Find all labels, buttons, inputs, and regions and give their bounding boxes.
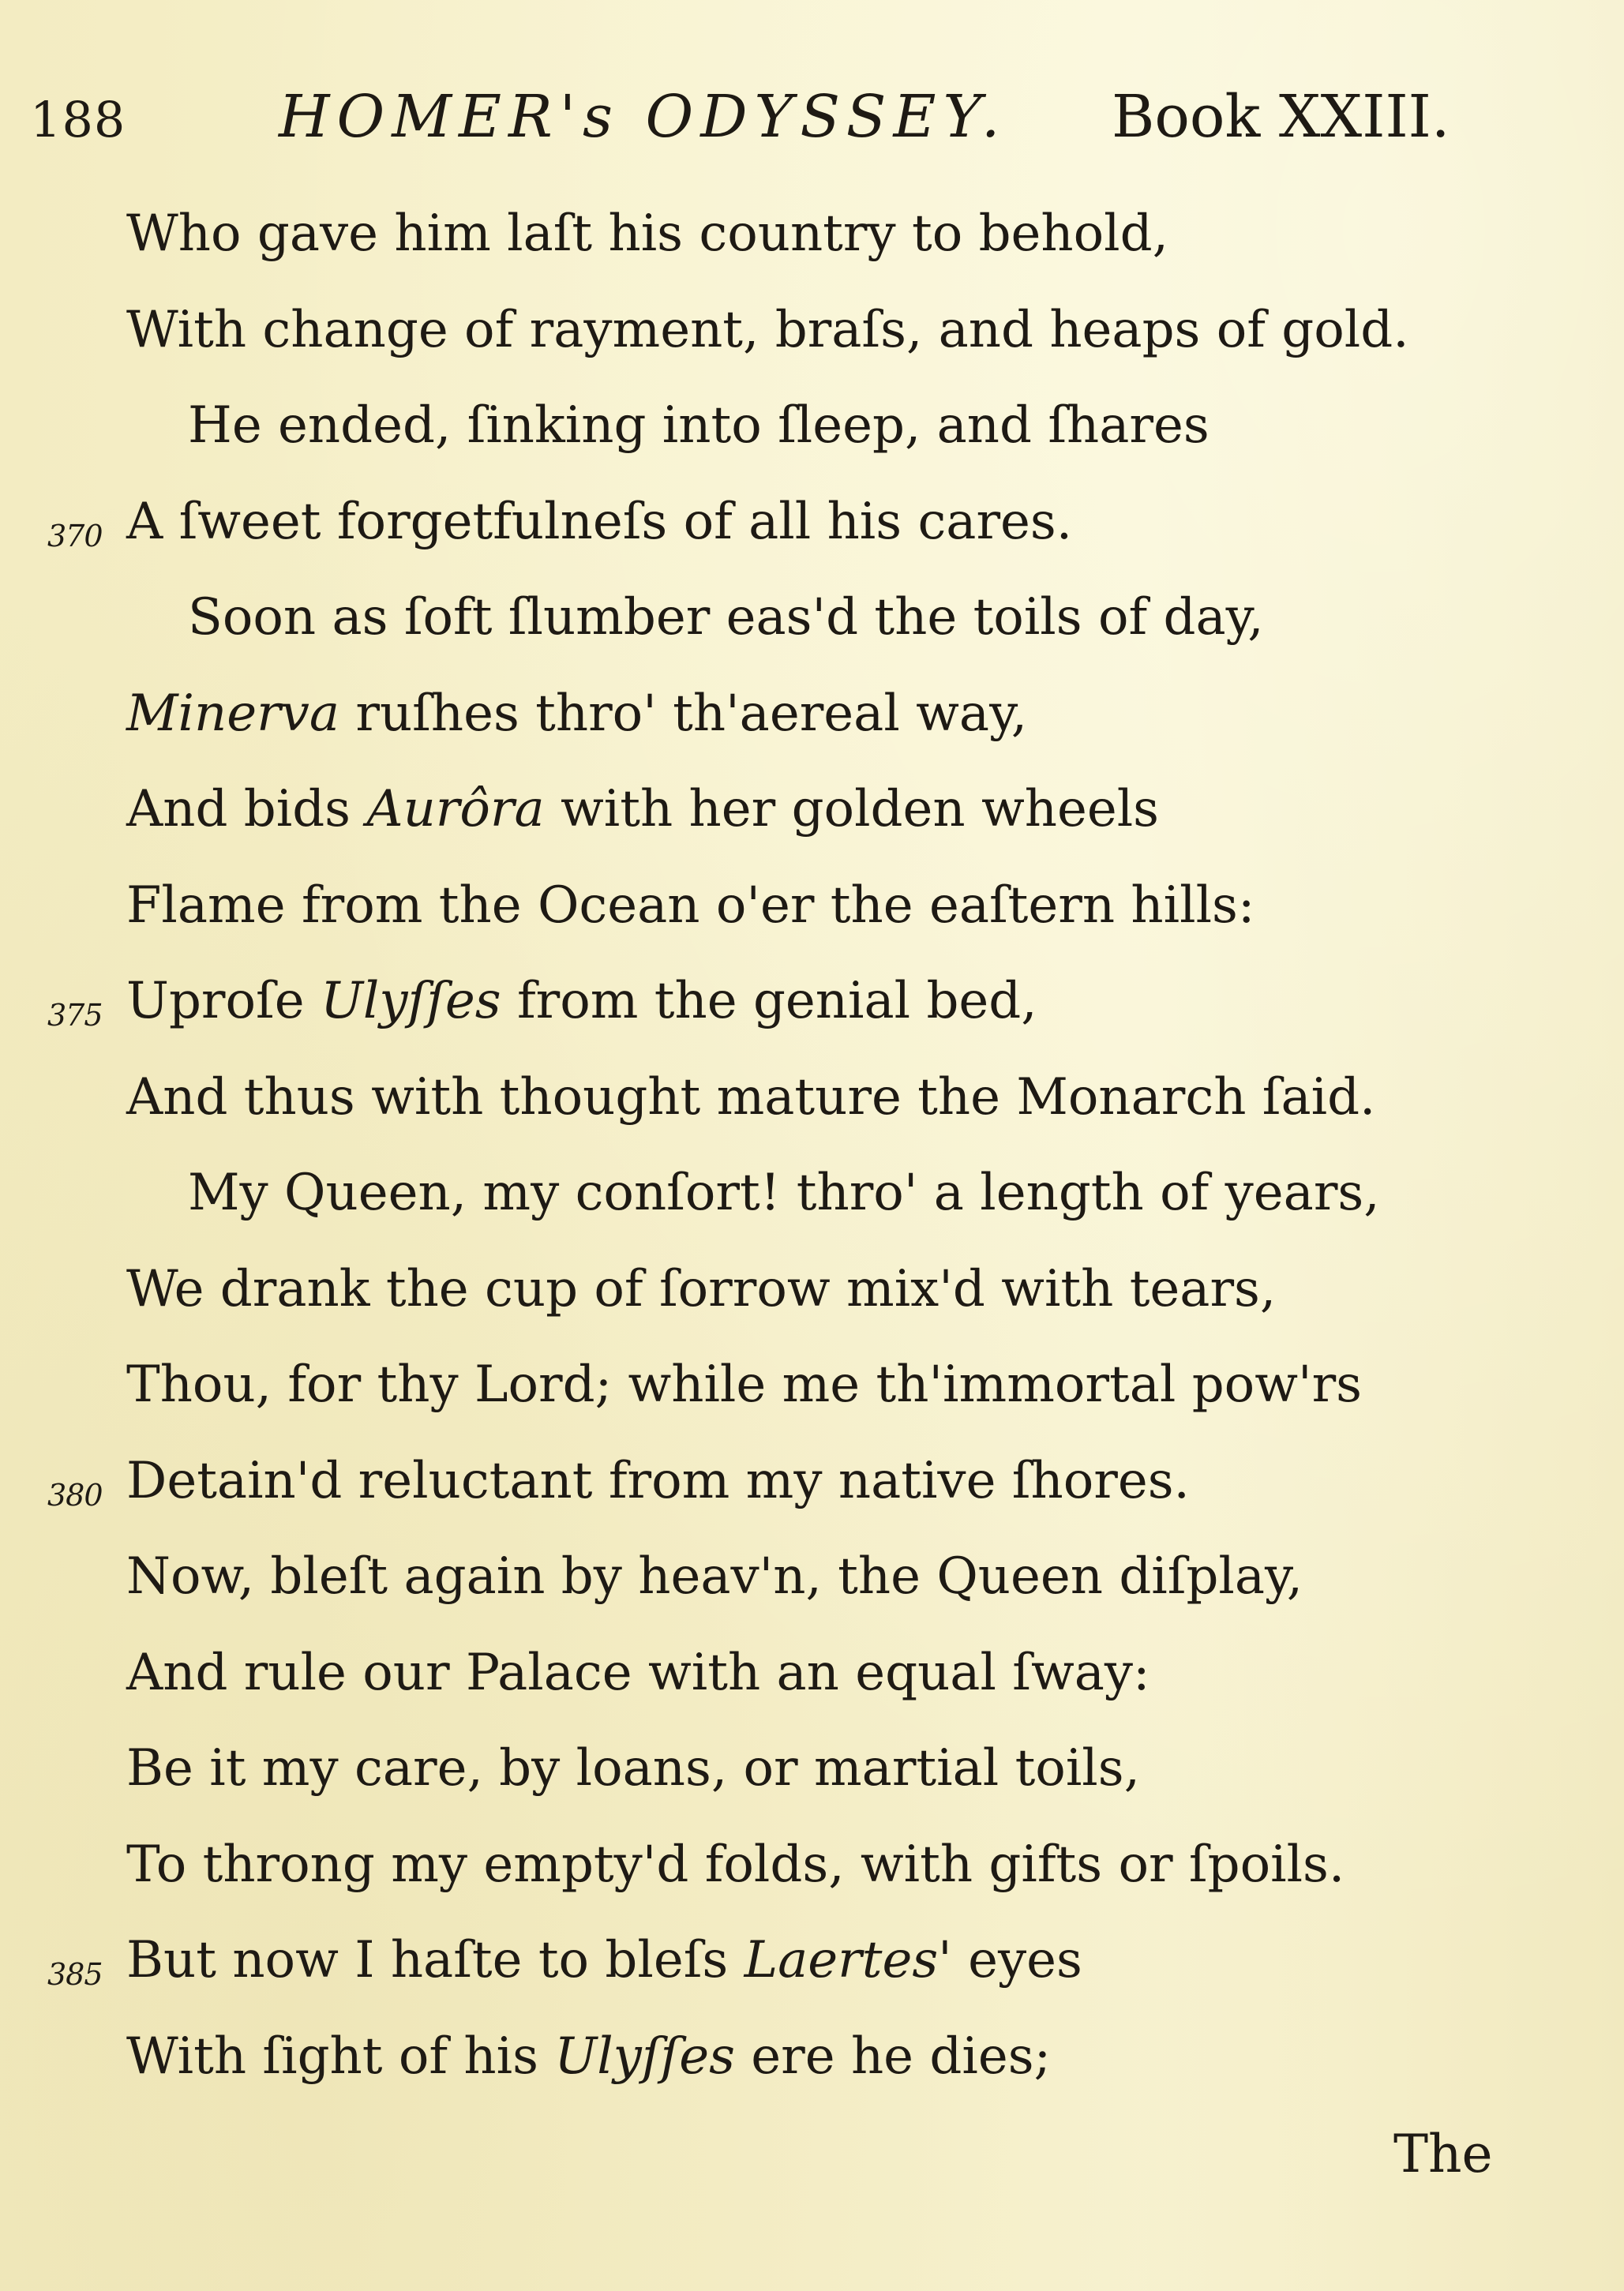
verse-segment: With ſight of his — [126, 2027, 555, 2086]
verse-text — [126, 204, 1168, 264]
verse-line — [0, 1643, 1579, 1739]
verse-line — [0, 1067, 1579, 1164]
verse-segment: ruſhes thro' th'aereal way, — [339, 684, 1028, 743]
verse-line — [0, 1835, 1579, 1931]
page-number: 188 — [30, 91, 126, 148]
verse-text — [126, 1930, 1082, 1991]
verse-text — [126, 1547, 1303, 1607]
verse-text — [126, 1067, 1375, 1128]
verse-segment: And bids — [126, 780, 367, 838]
line-number: 375 — [47, 998, 103, 1033]
verse-line — [0, 587, 1579, 684]
italic-name: Ulyſſes — [320, 972, 501, 1030]
running-title: HOMER's ODYSSEY. — [279, 83, 1007, 151]
verse-text — [126, 1451, 1190, 1512]
verse-segment: And thus with thought mature the Monarch ſaid. — [126, 1067, 1376, 1127]
verse-line — [0, 876, 1579, 972]
verse-line — [0, 2027, 1579, 2123]
verse-segment: ere he dies; — [734, 2027, 1052, 2086]
verse-text — [188, 587, 1264, 648]
verse-segment: Be it my care, by loans, or martial toils, — [126, 1739, 1140, 1798]
verse-segment: We drank the cup of ſorrow mix'd with tears, — [126, 1259, 1277, 1318]
verse-text — [126, 684, 1027, 744]
verse-segment: To throng my empty'd folds, with gifts or ſpoils. — [126, 1835, 1345, 1894]
verse-segment: And rule our Palace with an equal ſway: — [126, 1643, 1150, 1702]
verse-text — [126, 1643, 1150, 1704]
verse-segment: Flame from the Ocean o'er the eaſtern hills: — [126, 876, 1255, 935]
verse-segment: My Queen, my conſort! thro' a length of years, — [188, 1164, 1380, 1222]
verse-text — [126, 2027, 1051, 2087]
verse-line — [0, 300, 1579, 396]
verse-text — [126, 1259, 1276, 1320]
verse-segment: Who gave him laſt his country to behold, — [126, 204, 1168, 263]
verse-segment: Soon as ſoft ſlumber eas'd the toils of day, — [188, 588, 1264, 647]
verse-text — [126, 1355, 1362, 1415]
verse-text — [188, 396, 1210, 456]
catchword: The — [1393, 2124, 1493, 2184]
verse-segment: with her golden wheels — [544, 780, 1159, 838]
verse-text — [126, 492, 1072, 553]
verse-text — [126, 971, 1037, 1032]
italic-name: Laertes — [744, 1931, 939, 1989]
italic-name: Ulyſſes — [554, 2027, 735, 2086]
verse-line — [0, 1163, 1579, 1259]
verse-segment: from the genial bed, — [501, 972, 1037, 1030]
verse-text — [188, 1163, 1380, 1224]
verse-segment: Uproſe — [126, 972, 321, 1030]
verse-segment: With change of rayment, braſs, and heaps of gold. — [126, 300, 1409, 359]
verse-text — [126, 1835, 1345, 1895]
verse-segment: He ended, ſinking into ſleep, and ſhares — [188, 396, 1210, 455]
verse-segment: Thou, for thy Lord; while me th'immortal pow'rs — [126, 1355, 1362, 1414]
book-label: Book XXIII. — [1112, 83, 1450, 151]
verse-text — [126, 300, 1409, 361]
verse-line — [0, 492, 1579, 588]
verse-segment: But now I haſte to bleſs — [126, 1931, 744, 1989]
verse-line — [0, 779, 1579, 876]
verse-segment: Now, bleſt again by heav'n, the Queen diſplay, — [126, 1547, 1303, 1606]
italic-name: Minerva — [126, 684, 339, 743]
verse-line — [0, 1259, 1579, 1355]
line-number: 370 — [47, 518, 103, 553]
verse-text — [126, 876, 1255, 936]
verse-segment: A ſweet forgetfulneſs of all his cares. — [126, 492, 1073, 551]
italic-name: Aurôra — [366, 780, 545, 838]
verse-segment: Detain'd reluctant from my native ſhores. — [126, 1451, 1190, 1510]
verse-line — [0, 1547, 1579, 1643]
verse-line — [0, 1355, 1579, 1451]
verse-text — [126, 1738, 1140, 1799]
line-number: 380 — [47, 1477, 103, 1513]
verse-segment: ' eyes — [938, 1931, 1082, 1989]
verse-line — [0, 1738, 1579, 1835]
verse-line — [0, 204, 1579, 300]
verse-line — [0, 1930, 1579, 2027]
verse-line — [0, 396, 1579, 492]
verse-line — [0, 971, 1579, 1067]
verse-line — [0, 684, 1579, 780]
verse-text — [126, 779, 1159, 840]
line-number: 385 — [47, 1957, 103, 1992]
verse-line — [0, 1451, 1579, 1547]
